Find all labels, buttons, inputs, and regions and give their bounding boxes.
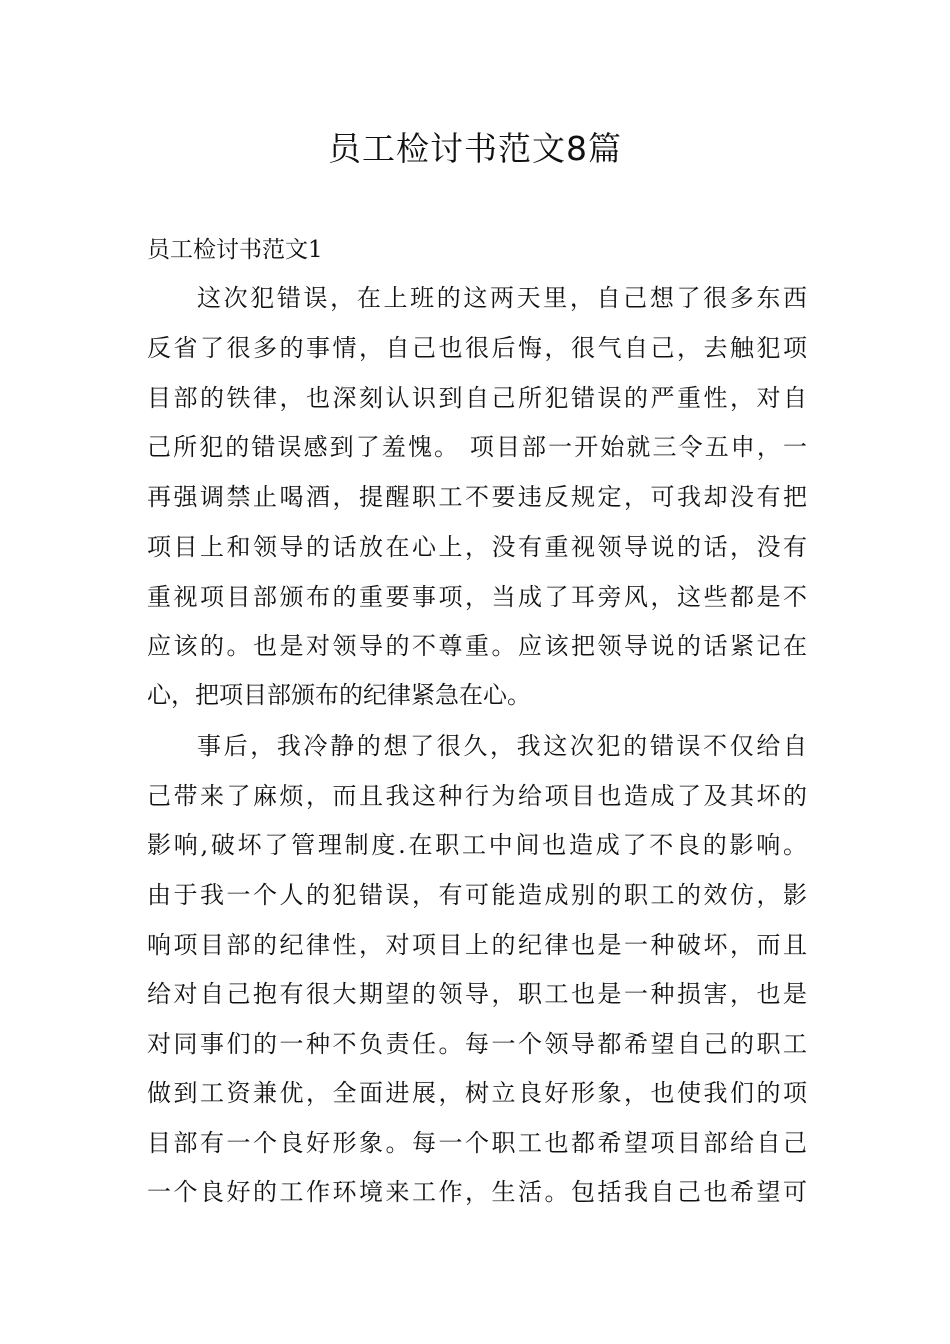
- text-line: 再强调禁止喝酒，提醒职工不要违反规定，可我却没有把: [147, 483, 807, 511]
- text-line: 心，把项目部颁布的纪律紧急在心。: [147, 681, 531, 709]
- text-line: 反省了很多的事情，自己也很后悔，很气自己，去触犯项: [147, 334, 807, 362]
- text-line: 响项目部的纪律性，对项目上的纪律也是一种破坏，而且: [147, 931, 807, 959]
- text-line: 影响,破坏了管理制度.在职工中间也造成了不良的影响。: [147, 831, 807, 859]
- text-line: 重视项目部颁布的重要事项，当成了耳旁风，这些都是不: [147, 583, 807, 611]
- text-line: 给对自己抱有很大期望的领导，职工也是一种损害，也是: [147, 980, 807, 1008]
- text-line: 己带来了麻烦，而且我这种行为给项目也造成了及其坏的: [147, 782, 807, 810]
- text-line: 对同事们的一种不负责任。每一个领导都希望自己的职工: [147, 1030, 807, 1058]
- text-line: 做到工资兼优，全面进展，树立良好形象，也使我们的项: [147, 1079, 807, 1107]
- text-line: 应该的。也是对领导的不尊重。应该把领导说的话紧记在: [147, 632, 807, 660]
- text-line: 事后，我冷静的想了很久，我这次犯的错误不仅给自: [197, 732, 807, 760]
- document-title: 员工检讨书范文8篇: [328, 129, 622, 168]
- text-line: 目部有一个良好形象。每一个职工也都希望项目部给自己: [147, 1129, 807, 1157]
- text-line: 这次犯错误，在上班的这两天里，自己想了很多东西: [197, 284, 807, 312]
- text-line: 一个良好的工作环境来工作，生活。包括我自己也希望可: [147, 1178, 807, 1206]
- text-line: 项目上和领导的话放在心上，没有重视领导说的话，没有: [147, 533, 807, 561]
- section-heading: 员工检讨书范文1: [147, 237, 323, 263]
- text-line: 己所犯的错误感到了羞愧。 项目部一开始就三令五申，一: [147, 433, 807, 461]
- text-line: 由于我一个人的犯错误，有可能造成别的职工的效仿，影: [147, 881, 807, 909]
- text-line: 目部的铁律，也深刻认识到自己所犯错误的严重性，对自: [147, 384, 807, 412]
